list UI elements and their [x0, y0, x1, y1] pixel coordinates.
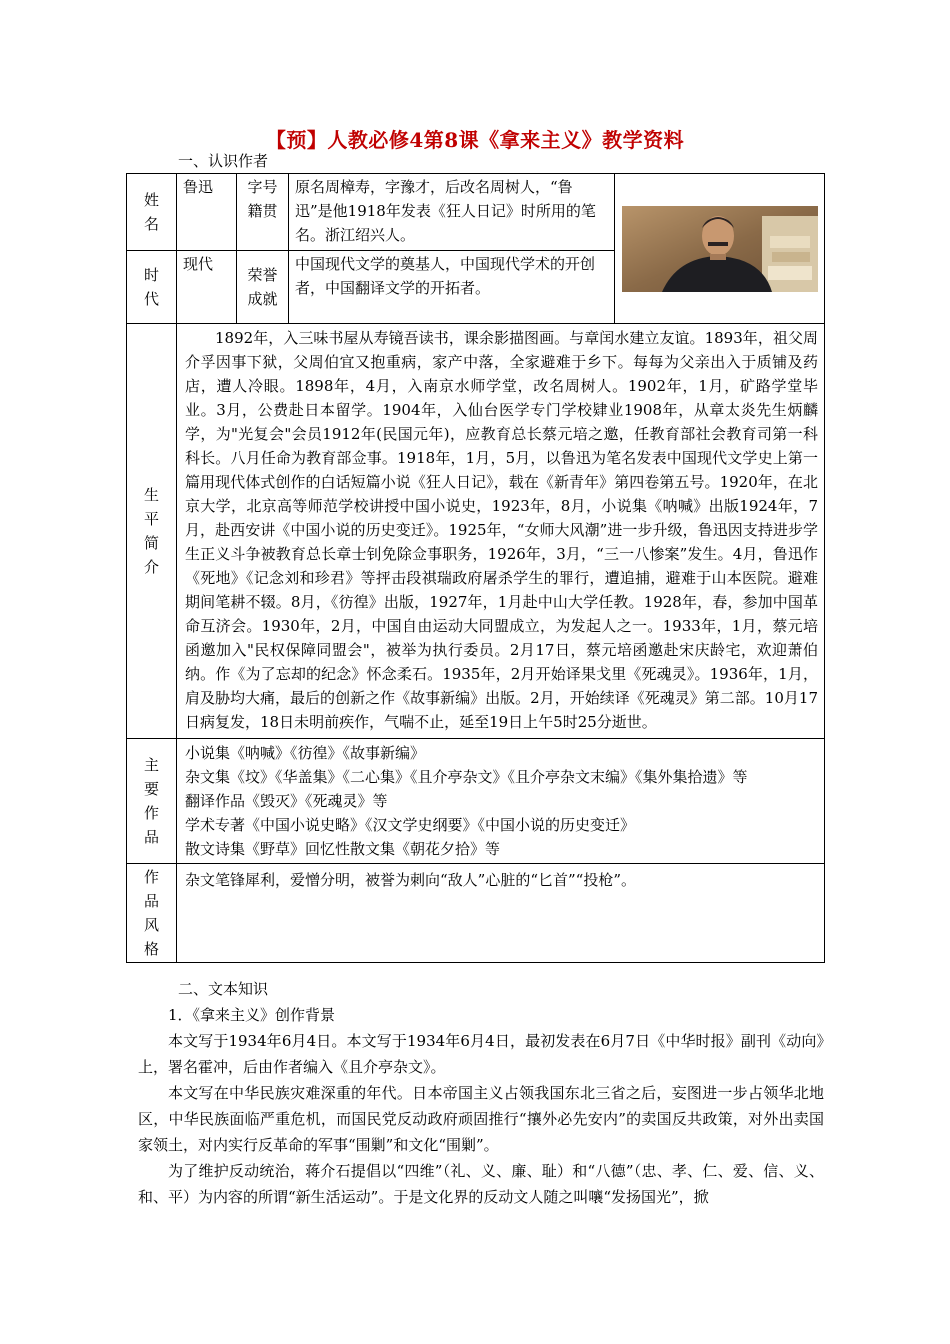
- honor-label-text: 荣誉 成就: [247, 266, 278, 308]
- works-line-scholarship: 学术专著《中国小说史略》《汉文学史纲要》《中国小说的历史变迁》: [185, 816, 636, 834]
- works-line-essays: 杂文集《坟》《华盖集》《二心集》《且介亭杂文》《且介亭杂文末编》《集外集拾遗》等: [185, 768, 748, 786]
- bio-label-text: 生 平 简 介: [143, 486, 159, 576]
- paragraph-2: 本文写在中华民族灾难深重的年代。日本帝国主义占领我国东北三省之后，妄图进一步占领华北地区，中华民族面临严重危机，而国民党反动政府顽固推行“攘外必先安内”的卖国反共政策，对外出卖国家领土，对内实行反革命的军事“围剿”和文化“围剿”。: [138, 1084, 824, 1154]
- works-line-fiction: 小说集《呐喊》《彷徨》《故事新编》: [185, 744, 426, 762]
- era-value: 现代: [177, 251, 237, 324]
- bio-value: 1892年，入三味书屋从寿镜吾读书，课余影描图画。与章闰水建立友谊。1893年，祖父周介孚因事下狱，父周伯宜又抱重病，家产中落，全家避难于乡下。每每为父亲出入于质铺及药店，遭人冷眼。1898年，4月，入南京水师学堂，改名周树人。1902年，1月，矿路学堂毕业。3月，公费赴日本留学。1904年，入仙台医学专门学校肄业1908年，从章太炎先生炳麟学，为"光复会"会员1912年(民国元年)，应教育总长蔡元培之邀，任教育部社会教育司第一科科长。八月任命为教育部佥事。1918年，1月，5月，以鲁迅为笔名发表中国现代文学史上第一篇用现代体式创作的白话短篇小说《狂人日记》，载在《新青年》第四卷第五号。1920年，在北京大学，北京高等师范学校讲授中国小说史，1923年，8月，小说集《呐喊》出版1924年，7月，赴西安讲《中国小说的历史变迁》。1925年，“女师大风潮”进一步升级，鲁迅因支持进步学生正义斗争被教育总长章士钊免除佥事职务，1926年，3月，“三一八惨案”发生。4月，鲁迅作《死地》《记念刘和珍君》等抨击段祺瑞政府屠杀学生的罪行，遭追捕，避难于山本医院。避难期间笔耕不辍。8月，《彷徨》出版，1927年，1月赴中山大学任教。1928年，春，参加中国革命互济会。1930年，2月，中国自由运动大同盟成立，为发起人之一。1933年，1月，蔡元培函邀加入"民权保障同盟会"，被举为执行委员。2月17日，蔡元培函邀赴宋庆龄宅，欢迎萧伯纳。作《为了忘却的纪念》怀念柔石。1935年，2月开始译果戈里《死魂灵》。1936年，1月，肩及胁均大痛，最后的创新之作《故事新编》出版。2月，开始续译《死魂灵》第二部。10月17日病复发，18日未明前疾作，气喘不止，延至19日上午5时25分逝世。: [177, 324, 825, 739]
- works-label-text: 主 要 作 品: [143, 756, 159, 846]
- zihao-value: 原名周樟寿，字豫才，后改名周树人，“鲁迅”是他1918年发表《狂人日记》时所用的笔名。浙江绍兴人。: [289, 174, 615, 251]
- style-label-text: 作 品 风 格: [143, 868, 159, 958]
- table-row-style: [127, 864, 825, 963]
- item1-heading: 1．《拿来主义》创作背景: [168, 1006, 336, 1024]
- table-row-bio: [127, 324, 825, 739]
- name-label: [127, 174, 177, 251]
- era-label-text: 时 代: [143, 266, 159, 308]
- works-line-translations: 翻译作品《毁灭》《死魂灵》等: [185, 792, 388, 810]
- bio-label: [127, 324, 177, 739]
- zihao-label: [237, 174, 289, 251]
- name-value: 鲁迅: [177, 174, 237, 251]
- honor-label: [237, 251, 289, 324]
- style-label: [127, 864, 177, 963]
- section-heading-author: 一、认识作者: [178, 152, 269, 170]
- name-label-text: 姓 名: [143, 191, 159, 233]
- works-value: [177, 739, 825, 864]
- author-table: [126, 173, 825, 963]
- author-portrait: [622, 206, 818, 292]
- paragraph-1: 本文写于1934年6月4日。本文写于1934年6月4日，最初发表在6月7日《中华时报》副刊《动向》上，署名霍冲，后由作者编入《且介亭杂文》。: [138, 1032, 824, 1076]
- works-line-prose: 散文诗集《野草》回忆性散文集《朝花夕拾》等: [185, 840, 501, 858]
- honor-value: 中国现代文学的奠基人，中国现代学术的开创者，中国翻译文学的开拓者。: [289, 251, 615, 324]
- era-label: [127, 251, 177, 324]
- section-heading-text: 二、文本知识: [178, 980, 269, 998]
- text-knowledge: [138, 1002, 824, 1210]
- zihao-label-text: 字号 籍贯: [247, 178, 278, 220]
- portrait-cell: [615, 174, 825, 324]
- document-title: 【预】人教必修4第8课《拿来主义》教学资料: [265, 128, 685, 152]
- table-row-name: [127, 174, 825, 251]
- paragraph-3: 为了维护反动统治，蒋介石提倡以“四维”（礼、义、廉、耻）和“八德”（忠、孝、仁、爱、信、义、和、平）为内容的所谓“新生活运动”。于是文化界的反动文人随之叫嚷“发扬国光”，掀: [138, 1162, 824, 1206]
- table-row-works: [127, 739, 825, 864]
- works-label: [127, 739, 177, 864]
- style-value: 杂文笔锋犀利，爱憎分明，被誉为刺向“敌人”心脏的“匕首”“投枪”。: [177, 864, 825, 963]
